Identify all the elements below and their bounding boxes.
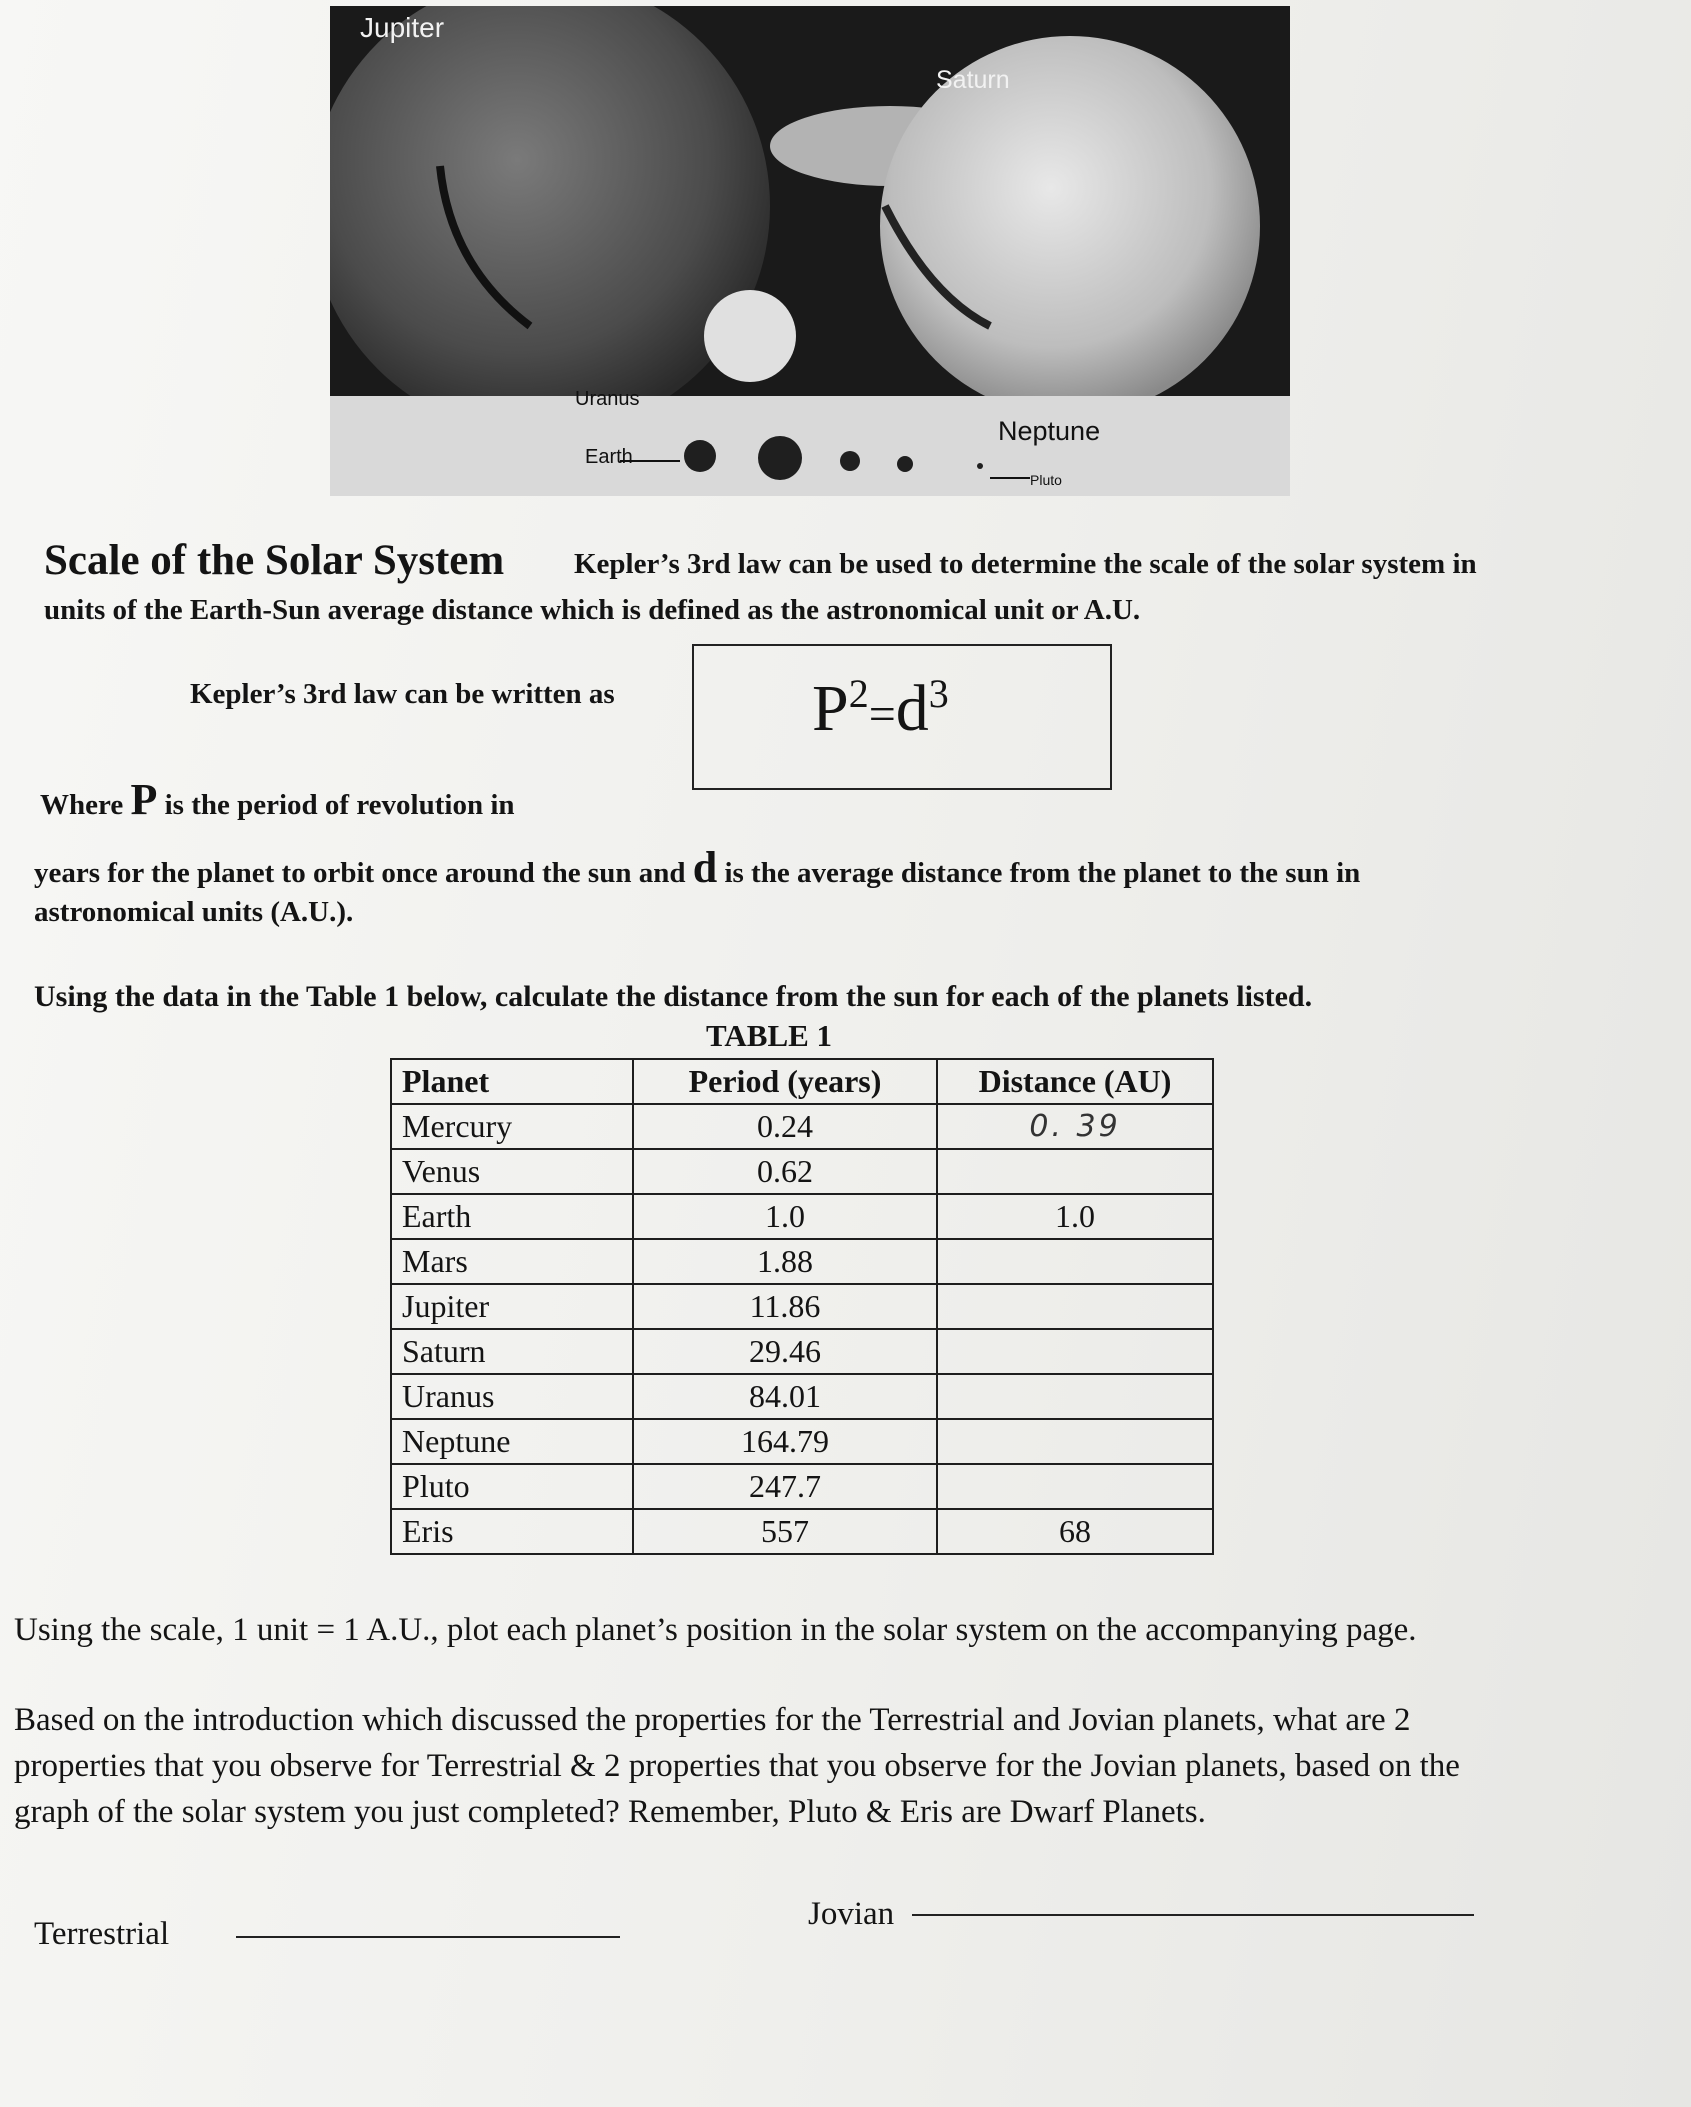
cell-planet: Jupiter bbox=[391, 1284, 633, 1329]
where-line-1-rest: is the period of revolution in bbox=[164, 789, 515, 821]
where-line-2 bbox=[34, 842, 1360, 893]
cell-period: 164.79 bbox=[633, 1419, 937, 1464]
question-line-3: graph of the solar system you just completed? Remember, Pluto & Eris are Dwarf Planets. bbox=[14, 1794, 1206, 1830]
formula-equals: = bbox=[868, 688, 896, 741]
pluto-label: Pluto bbox=[1030, 472, 1062, 488]
table-row bbox=[391, 1509, 1213, 1554]
planet-table bbox=[390, 1058, 1214, 1555]
plot-instruction: Using the scale, 1 unit = 1 A.U., plot each planet’s position in the solar system on the accompanying page. bbox=[14, 1612, 1417, 1648]
cell-period: 0.24 bbox=[633, 1104, 937, 1149]
formula-base-d: d bbox=[895, 672, 929, 745]
cell-period: 247.7 bbox=[633, 1464, 937, 1509]
cell-distance[interactable]: 68 bbox=[937, 1509, 1213, 1554]
header-period: Period (years) bbox=[633, 1059, 937, 1104]
saturn-label: Saturn bbox=[936, 66, 1010, 94]
cell-planet: Neptune bbox=[391, 1419, 633, 1464]
cell-distance[interactable] bbox=[937, 1374, 1213, 1419]
neptune-label: Neptune bbox=[998, 416, 1101, 446]
uranus-disc bbox=[704, 290, 796, 382]
table-row bbox=[391, 1194, 1213, 1239]
table-row bbox=[391, 1329, 1213, 1374]
jovian-label: Jovian bbox=[808, 1896, 895, 1932]
table-row bbox=[391, 1464, 1213, 1509]
cell-planet: Mercury bbox=[391, 1104, 633, 1149]
planet-illustration bbox=[330, 6, 1290, 496]
table-instruction: Using the data in the Table 1 below, calculate the distance from the sun for each of the planets listed. bbox=[34, 980, 1313, 1013]
formula-exp-2: 2 bbox=[848, 671, 869, 716]
cell-distance[interactable] bbox=[937, 1419, 1213, 1464]
kepler-law-line: Kepler’s 3rd law can be written as bbox=[190, 678, 615, 710]
formula-base-p: P bbox=[812, 672, 849, 745]
planet-size-photo bbox=[330, 6, 1290, 496]
where-line-2-a: years for the planet to orbit once around the sun and bbox=[34, 857, 686, 889]
earth-disc bbox=[684, 440, 716, 472]
cell-planet: Earth bbox=[391, 1194, 633, 1239]
cell-distance[interactable] bbox=[937, 1464, 1213, 1509]
uranus-label: Uranus bbox=[575, 388, 640, 410]
kepler-formula bbox=[812, 670, 949, 747]
where-line-3: astronomical units (A.U.). bbox=[34, 896, 354, 928]
terrestrial-answer-line[interactable] bbox=[236, 1936, 620, 1938]
formula-exp-3: 3 bbox=[928, 671, 949, 716]
cell-period: 1.88 bbox=[633, 1239, 937, 1284]
cell-distance[interactable] bbox=[937, 1239, 1213, 1284]
table-row bbox=[391, 1149, 1213, 1194]
cell-planet: Mars bbox=[391, 1239, 633, 1284]
table-title: TABLE 1 bbox=[706, 1018, 833, 1053]
intro-line-1: Kepler’s 3rd law can be used to determine the scale of the solar system in bbox=[574, 548, 1477, 580]
symbol-p: P bbox=[130, 775, 158, 824]
header-planet: Planet bbox=[391, 1059, 633, 1104]
cell-planet: Pluto bbox=[391, 1464, 633, 1509]
cell-planet: Venus bbox=[391, 1149, 633, 1194]
cell-planet: Saturn bbox=[391, 1329, 633, 1374]
cell-planet: Uranus bbox=[391, 1374, 633, 1419]
terrestrial-label: Terrestrial bbox=[34, 1916, 170, 1952]
section-title: Scale of the Solar System bbox=[44, 537, 505, 584]
jovian-answer-line[interactable] bbox=[912, 1914, 1474, 1916]
cell-period: 1.0 bbox=[633, 1194, 937, 1239]
header-distance: Distance (AU) bbox=[937, 1059, 1213, 1104]
table-row bbox=[391, 1374, 1213, 1419]
where-line-2-b: is the average distance from the planet to the sun in bbox=[724, 857, 1361, 889]
table-row bbox=[391, 1284, 1213, 1329]
cell-period: 0.62 bbox=[633, 1149, 937, 1194]
cell-distance[interactable] bbox=[937, 1284, 1213, 1329]
formula-box bbox=[692, 644, 1112, 790]
earth-label: Earth bbox=[585, 446, 633, 468]
where-word: Where bbox=[40, 789, 124, 821]
jupiter-label: Jupiter bbox=[360, 12, 445, 43]
cell-distance[interactable]: 1.0 bbox=[937, 1194, 1213, 1239]
table-header-row bbox=[391, 1059, 1213, 1104]
intro-line-2: units of the Earth-Sun average distance which is defined as the astronomical unit or A.U. bbox=[44, 594, 1141, 626]
cell-period: 29.46 bbox=[633, 1329, 937, 1374]
cell-period: 84.01 bbox=[633, 1374, 937, 1419]
table-row bbox=[391, 1239, 1213, 1284]
cell-distance[interactable]: 0. 39 bbox=[937, 1104, 1213, 1149]
cell-distance[interactable] bbox=[937, 1329, 1213, 1374]
symbol-d: d bbox=[692, 843, 718, 892]
where-line-1 bbox=[40, 774, 515, 825]
cell-period: 11.86 bbox=[633, 1284, 937, 1329]
cell-period: 557 bbox=[633, 1509, 937, 1554]
question-line-1: Based on the introduction which discussed the properties for the Terrestrial and Jovian planets, what are 2 bbox=[14, 1702, 1411, 1738]
cell-planet: Eris bbox=[391, 1509, 633, 1554]
table-row bbox=[391, 1419, 1213, 1464]
cell-distance[interactable] bbox=[937, 1149, 1213, 1194]
question-line-2: properties that you observe for Terrestrial & 2 properties that you observe for the Jovian planets, based on the bbox=[14, 1748, 1460, 1784]
table-row bbox=[391, 1104, 1213, 1149]
